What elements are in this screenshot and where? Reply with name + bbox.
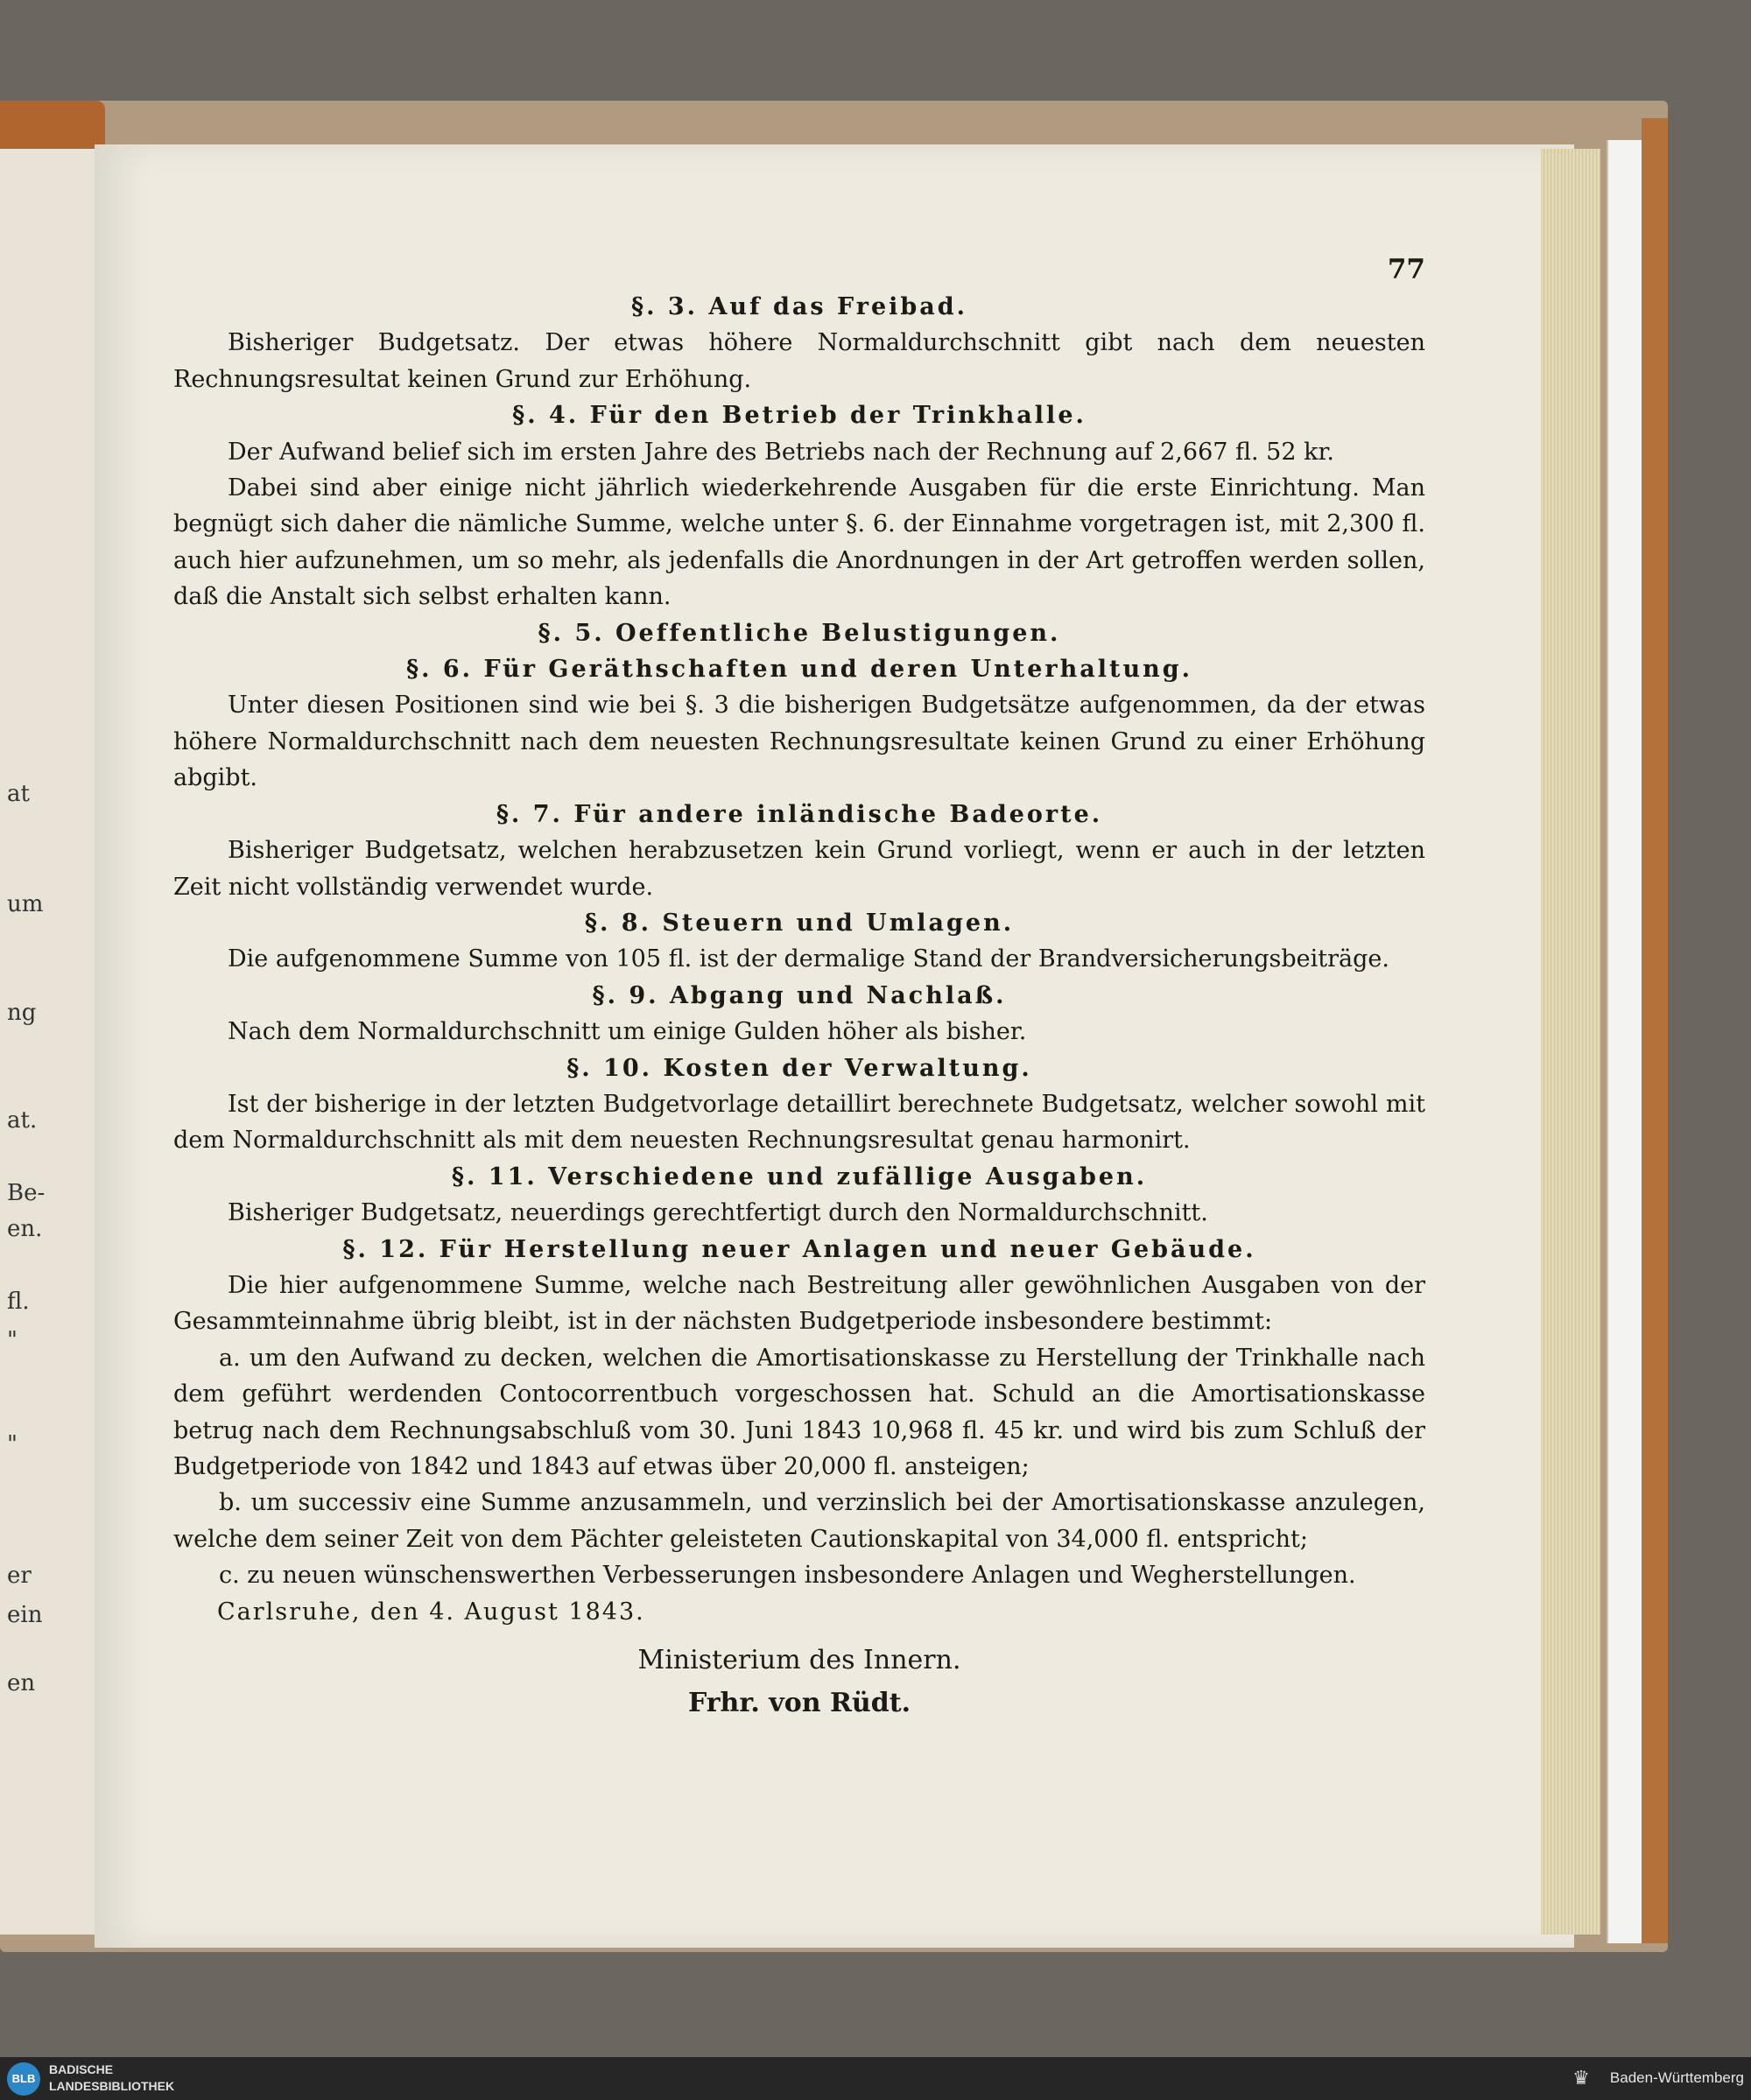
page-number: 77 <box>1387 254 1425 285</box>
page-block-edge <box>1541 149 1600 1935</box>
left-page-fragment: " <box>7 1431 18 1457</box>
left-page-fragment: ng <box>7 1000 37 1026</box>
signature-name: Frhr. von Rüdt. <box>687 1688 911 1719</box>
paragraph: Die aufgenommene Summe von 105 fl. ist der dermalige Stand der Brandversicherungsbeiträge. <box>228 945 1389 973</box>
section-heading: §. 4. Für den Betrieb der Trinkhalle. <box>512 402 1086 430</box>
library-name-line2: LANDESBIBLIOTHEK <box>49 2079 175 2093</box>
left-page-fragment: at. <box>7 1107 38 1134</box>
paragraph: Bisheriger Budgetsatz, neuerdings gerechtfertigt durch den Normaldurchschnitt. <box>228 1199 1208 1227</box>
left-page-fragment: fl. <box>7 1289 30 1315</box>
library-name-line1: BADISCHE <box>49 2062 114 2076</box>
list-item: a. um den Aufwand zu decken, welchen die Amortisationskasse zu Herstellung der Trinkhalle nach dem geführt werdenden Contocorrentbuch vorgeschossen hat. Schuld an die Amortisationskasse betrug nach dem Rechnungsabschluß vom 30. Juni 1843 10,968 fl. 45 kr. und wird bis zum Schluß der Budgetperiode von 1842 und 1843 auf etwas über 20,000 fl. ansteigen; <box>173 1344 1425 1480</box>
page-text-block <box>173 252 1425 1722</box>
paragraph: Unter diesen Positionen sind wie bei §. 3 die bisherigen Budgetsätze aufgenommen, da der etwas höhere Normaldurchschnitt nach dem neuesten Rechnungsresultate keinen Grund zu einer Erhöhung abgibt. <box>173 692 1425 792</box>
list-item: c. zu neuen wünschenswerthen Verbesserungen insbesondere Anlagen und Wegherstellungen. <box>219 1562 1356 1590</box>
list-item: b. um successiv eine Summe anzusammeln, und verzinslich bei der Amortisationskasse anzulegen, welche dem seiner Zeit von dem Pächter geleisteten Cautionskapital von 34,000 fl. entspricht; <box>173 1489 1425 1553</box>
baden-wuerttemberg-label[interactable]: Baden-Württemberg <box>1609 2069 1744 2086</box>
paragraph: Dabei sind aber einige nicht jährlich wiederkehrende Ausgaben für die erste Einrichtung. Man begnügt sich daher die nämliche Summe, welche unter §. 6. der Einnahme vorgetragen ist, mit 2,300 fl. auch hier aufzunehmen, um so mehr, als jedenfalls die Anordnungen in der Art getroffen werden sollen, daß die Anstalt sich selbst erhalten kann. <box>173 474 1425 611</box>
paragraph: Die hier aufgenommene Summe, welche nach Bestreitung aller gewöhnlichen Ausgaben von der Gesammteinnahme übrig bleibt, ist in der nächsten Budgetperiode insbesondere bestimmt: <box>173 1271 1425 1336</box>
section-heading: §. 12. Für Herstellung neuer Anlagen und neuer Gebäude. <box>342 1235 1256 1263</box>
baden-wuerttemberg-crest-icon: ♛ <box>1572 2068 1590 2089</box>
blb-logo-icon[interactable]: BLB <box>7 2062 40 2096</box>
library-name[interactable] <box>49 2061 174 2095</box>
left-page-fragment: " <box>7 1327 18 1353</box>
left-page-fragment: um <box>7 891 44 917</box>
section-heading: §. 5. Oeffentliche Belustigungen. <box>538 619 1061 647</box>
left-page-fragment: Be- <box>7 1180 46 1206</box>
cover-leather-corner <box>0 101 105 153</box>
left-page-fragment: en <box>7 1670 36 1696</box>
signature-ministry: Ministerium des Innern. <box>637 1645 961 1676</box>
section-heading: §. 6. Für Geräthschaften und deren Unterhaltung. <box>405 656 1193 684</box>
paragraph: Ist der bisherige in der letzten Budgetvorlage detaillirt berechnete Budgetsatz, welcher sowohl mit dem Normaldurchschnitt als mit dem neuesten Rechnungsresultat genau harmonirt. <box>173 1090 1425 1155</box>
section-heading: §. 9. Abgang und Nachlaß. <box>592 981 1007 1009</box>
section-heading: §. 7. Für andere inländische Badeorte. <box>496 800 1103 828</box>
left-page <box>0 149 106 1935</box>
section-heading: §. 11. Verschiedene und zufällige Ausgaben. <box>451 1162 1148 1190</box>
paragraph: Bisheriger Budgetsatz. Der etwas höhere Normaldurchschnitt gibt nach dem neuesten Rechnungsresultat keinen Grund zur Erhöhung. <box>173 329 1425 393</box>
paragraph: Der Aufwand belief sich im ersten Jahre des Betriebs nach der Rechnung auf 2,667 fl. 52 kr. <box>228 438 1335 466</box>
paragraph: Nach dem Normaldurchschnitt um einige Gulden höher als bisher. <box>228 1018 1027 1046</box>
left-page-fragment: at <box>7 781 30 807</box>
date-line: Carlsruhe, den 4. August 1843. <box>217 1598 645 1626</box>
section-heading: §. 10. Kosten der Verwaltung. <box>566 1054 1032 1082</box>
viewer-footer <box>0 2057 1751 2100</box>
left-page-fragment: en. <box>7 1216 43 1242</box>
running-head <box>173 252 1425 289</box>
paragraph: Bisheriger Budgetsatz, welchen herabzusetzen kein Grund vorliegt, wenn er auch in der letzten Zeit nicht vollständig verwendet wurde. <box>173 837 1425 901</box>
left-page-fragment: er <box>7 1563 32 1589</box>
section-heading: §. 3. Auf das Freibad. <box>630 293 968 320</box>
section-heading: §. 8. Steuern und Umlagen. <box>584 909 1015 937</box>
book-spine <box>1642 118 1668 1943</box>
back-board <box>1607 140 1643 1943</box>
left-page-fragment: ein <box>7 1602 43 1628</box>
